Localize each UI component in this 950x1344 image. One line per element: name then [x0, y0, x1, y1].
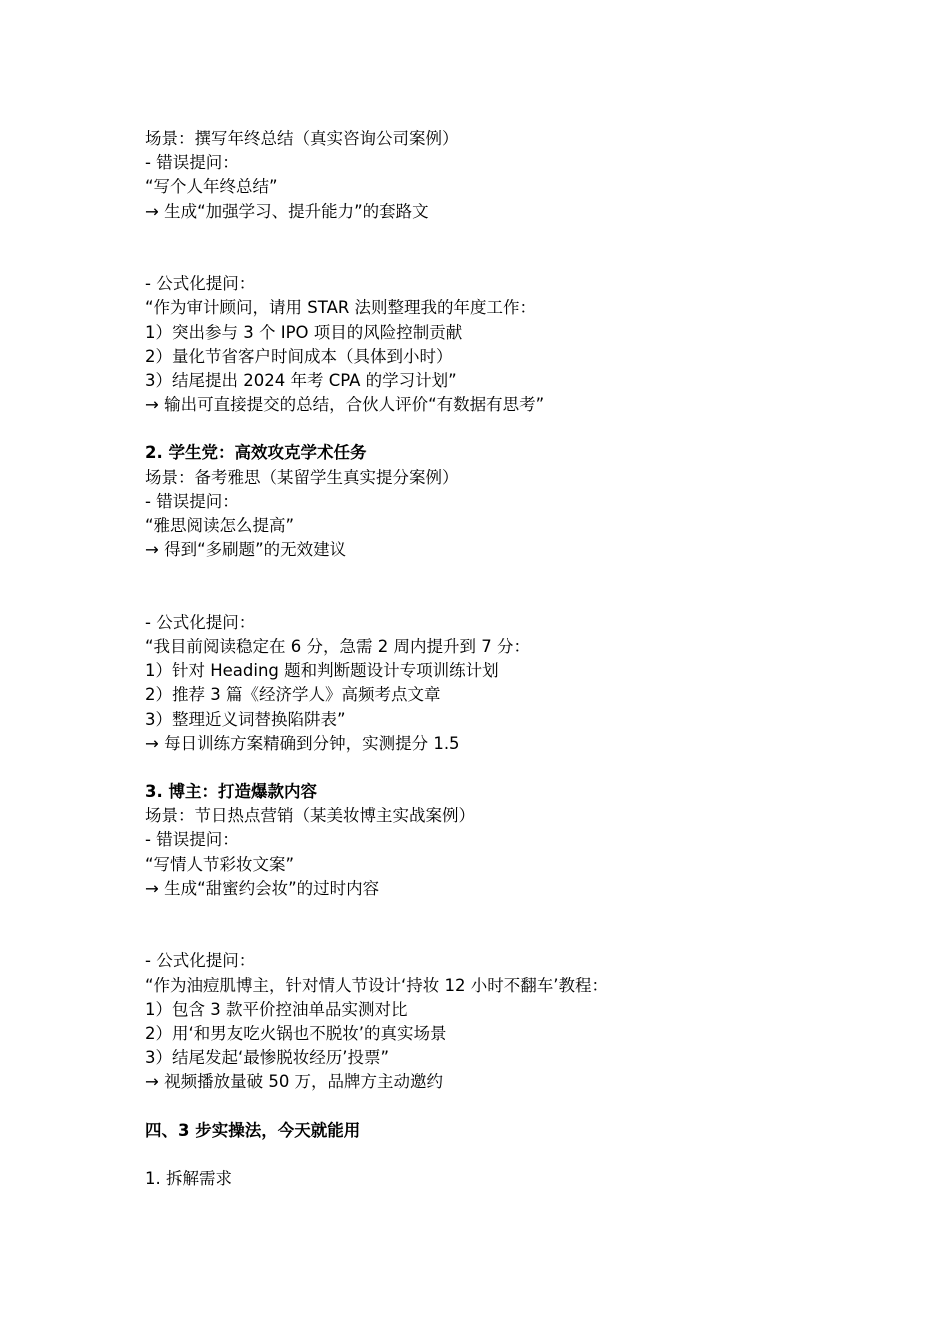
blank-line — [145, 587, 905, 611]
formula-prompt-label: - 公式化提问： — [145, 612, 256, 632]
blank-line — [145, 901, 905, 925]
wrong-prompt-result: → 生成“甜蜜约会妆”的过时内容 — [145, 878, 380, 898]
step-heading: 1. 拆解需求 — [145, 1169, 232, 1189]
blank-line — [145, 1143, 905, 1167]
formula-prompt-item: 2）推荐 3 篇《经济学人》高频考点文章 — [145, 685, 441, 705]
blank-line — [145, 1095, 905, 1119]
formula-prompt-result: → 每日训练方案精确到分钟，实测提分 1.5 — [145, 733, 460, 753]
section-heading-bloggers: 3. 博主：打造爆款内容 — [145, 782, 317, 802]
wrong-prompt-result: → 生成“加强学习、提升能力”的套路文 — [145, 201, 429, 221]
formula-prompt-text: “作为油痘肌博主，针对情人节设计‘持妆 12 小时不翻车’教程： — [145, 975, 609, 995]
blank-line — [145, 224, 905, 248]
formula-prompt-text: “我目前阅读稳定在 6 分，急需 2 周内提升到 7 分： — [145, 636, 531, 656]
wrong-prompt-text: “雅思阅读怎么提高” — [145, 516, 295, 535]
wrong-prompt-text: “写个人年终总结” — [145, 177, 278, 197]
wrong-prompt-label: - 错误提问： — [145, 153, 239, 173]
scenario-line: 场景：节日热点营销（某美妆博主实战案例） — [145, 806, 475, 826]
section-heading-three-steps: 四、3 步实操法，今天就能用 — [145, 1120, 361, 1140]
wrong-prompt-label: - 错误提问： — [145, 491, 239, 511]
formula-prompt-text: “作为审计顾问，请用 STAR 法则整理我的年度工作： — [145, 298, 537, 318]
formula-prompt-item: 2）量化节省客户时间成本（具体到小时） — [145, 346, 453, 366]
formula-prompt-item: 1）突出参与 3 个 IPO 项目的风险控制贡献 — [145, 322, 463, 342]
blank-line — [145, 417, 905, 441]
formula-prompt-item: 1）包含 3 款平价控油单品实测对比 — [145, 999, 408, 1019]
document-page — [145, 127, 905, 1191]
scenario-line: 场景：撰写年终总结（真实咨询公司案例） — [145, 129, 459, 148]
formula-prompt-item: 1）针对 Heading 题和判断题设计专项训练计划 — [145, 661, 499, 681]
formula-prompt-item: 3）结尾提出 2024 年考 CPA 的学习计划” — [145, 370, 457, 390]
formula-prompt-result: → 视频播放量破 50 万，品牌方主动邀约 — [145, 1072, 444, 1092]
wrong-prompt-result: → 得到“多刷题”的无效建议 — [145, 540, 347, 560]
wrong-prompt-label: - 错误提问： — [145, 830, 239, 850]
scenario-line: 场景：备考雅思（某留学生真实提分案例） — [145, 467, 459, 487]
formula-prompt-item: 3）整理近义词替换陷阱表” — [145, 709, 346, 729]
blank-line — [145, 562, 905, 586]
formula-prompt-result: → 输出可直接提交的总结，合伙人评价“有数据有思考” — [145, 395, 545, 415]
blank-line — [145, 248, 905, 272]
blank-line — [145, 925, 905, 949]
section-heading-students: 2. 学生党：高效攻克学术任务 — [145, 443, 367, 463]
formula-prompt-item: 2）用‘和男友吃火锅也不脱妆’的真实场景 — [145, 1023, 447, 1043]
blank-line — [145, 756, 905, 780]
formula-prompt-label: - 公式化提问： — [145, 951, 256, 971]
formula-prompt-item: 3）结尾发起‘最惨脱妆经历’投票” — [145, 1048, 390, 1068]
wrong-prompt-text: “写情人节彩妆文案” — [145, 854, 295, 874]
formula-prompt-label: - 公式化提问： — [145, 274, 256, 294]
